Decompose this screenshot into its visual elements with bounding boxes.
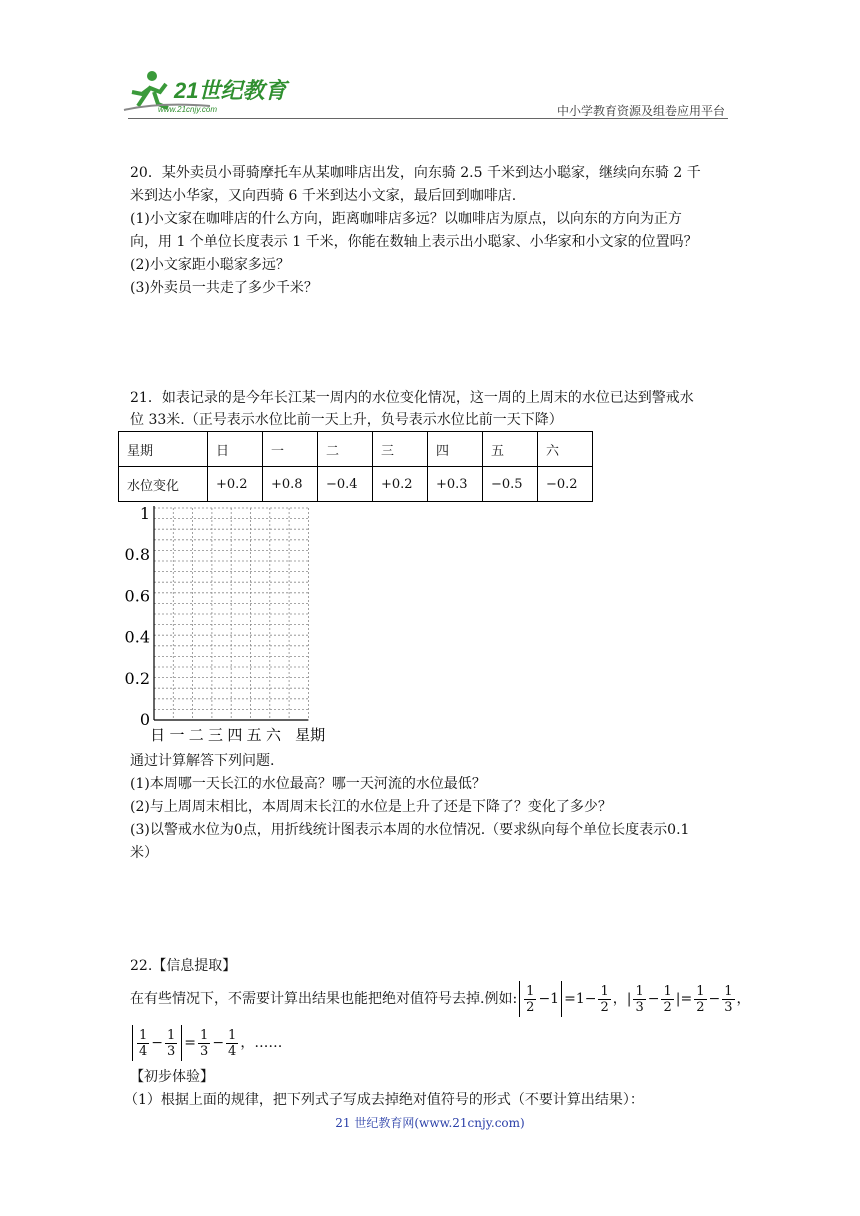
q20-line1: 20．某外卖员小哥骑摩托车从某咖啡店出发，向东骑 2.5 千米到达小聪家，继续向东骑 2 千 [130,165,701,181]
abs-bar [519,981,520,1017]
abs-bar [132,1025,133,1061]
water-level-grid-chart [118,500,358,748]
q21-line2: 位 33米.（正号表示水位比前一天上升，负号表示水位比前一天下降） [130,412,563,428]
y-tick-label: 0.4 [124,627,150,647]
table-cell: 三 [373,432,428,467]
header-divider [128,118,728,119]
q20-line5: (2)小文家距小聪家多远？ [130,257,290,273]
table-cell: +0.2 [373,467,428,502]
q22-example-line1: 在有些情况下，不需要计算出结果也能把绝对值符号去掉.例如: $\frac{1}{2}$ −1 =1− $\frac{1}{2}$ ，| $\frac{1}{3}$ − $\frac{1}{2}$ |= $\frac{1}{2}$ − $\frac{1}{3}$ ， [130,978,751,1020]
table-cell: +0.2 [208,467,263,502]
q20-line4: 向，用 1 个单位长度表示 1 千米，你能在数轴上表示出小聪家、小华家和小文家的位置吗？ [130,234,698,250]
x-tick-label: 一 [169,726,185,744]
fraction: $\frac{1}{2}$ [663,983,672,1015]
site-logo [120,66,290,116]
y-tick-label: 0 [139,710,150,729]
q22-title: 22.【信息提取】 [130,958,237,974]
y-tick-label: 0.6 [124,586,150,606]
logo-text: 21世纪教育 [174,78,287,103]
x-tick-label: 六 [265,726,281,744]
q21-after4: (3)以警戒水位为0点，用折线统计图表示本周的水位情况.（要求纵向每个单位长度表示0.1 [130,822,690,838]
x-tick-label: 三 [208,726,224,744]
y-tick-label: 0.8 [124,545,150,565]
q22-ellipsis: ，…… [240,1035,283,1051]
y-tick-label: 0.2 [124,668,150,688]
fraction: $\frac{1}{3}$ [167,1027,176,1059]
table-cell: −0.4 [318,467,373,502]
table-cell: 一 [263,432,318,467]
fraction: $\frac{1}{3}$ [635,983,644,1015]
q22-task1: （1）根据上面的规律，把下列式子写成去掉绝对值符号的形式（不要计算出结果）： [124,1092,644,1108]
fraction: $\frac{1}{3}$ [200,1027,209,1059]
fraction: $\frac{1}{2}$ [526,983,535,1015]
fraction: $\frac{1}{2}$ [696,983,705,1015]
q21-after2: (1)本周哪一天长江的水位最高？哪一天河流的水位最低？ [130,776,486,792]
table-cell: 二 [318,432,373,467]
y-tick-label: 1 [139,504,150,523]
table-cell: −0.2 [538,467,593,502]
q20-line3: (1)小文家在咖啡店的什么方向，距离咖啡店多远？以咖啡店为原点，以向东的方向为正方 [130,211,682,227]
q22-example-line2: $\frac{1}{4}$ − $\frac{1}{3}$ = $\frac{1}{3}$ − $\frac{1}{4}$ ，…… [130,1022,282,1064]
fraction: $\frac{1}{4}$ [139,1027,148,1059]
q21-after3: (2)与上周周末相比，本周周末长江的水位是上升了还是下降了？变化了多少？ [130,799,612,815]
abs-bar [561,981,562,1017]
table-cell: 四 [428,432,483,467]
fraction: $\frac{1}{4}$ [228,1027,237,1059]
table-cell: 六 [538,432,593,467]
fraction: $\frac{1}{3}$ [724,983,733,1015]
x-tick-label: 四 [227,726,243,744]
table-cell: +0.3 [428,467,483,502]
abs-bar [181,1025,182,1061]
x-tick-label: 日 [150,726,166,744]
q21-after1: 通过计算解答下列问题. [130,753,275,769]
water-level-table [118,431,593,502]
table-cell: 星期 [119,432,208,467]
q22-ex1-eq: =1− [564,991,597,1007]
table-cell: +0.8 [263,467,318,502]
fraction: $\frac{1}{2}$ [600,983,609,1015]
q22-section: 【初步体验】 [130,1069,214,1085]
table-row [119,467,593,502]
x-tick-label: 五 [246,726,262,744]
logo-url: www.21cnjy.com [158,105,217,114]
table-cell: 日 [208,432,263,467]
q21-after5: 米） [130,845,158,861]
table-cell: 五 [483,432,538,467]
q21-line1: 21．如表记录的是今年长江某一周内的水位变化情况，这一周的上周末的水位已达到警戒水 [130,390,694,406]
table-cell: −0.5 [483,467,538,502]
table-header-row [119,432,593,467]
runner-logo-icon [120,66,290,116]
q22-line1-text: 在有些情况下，不需要计算出结果也能把绝对值符号去掉.例如: [130,991,518,1007]
q20-line6: (3)外卖员一共走了多少千米？ [130,280,318,296]
x-axis-label: 星期 [295,726,326,744]
platform-name: 中小学教育资源及组卷应用平台 [556,104,725,118]
table-cell: 水位变化 [119,467,208,502]
footer-text: 21 世纪教育网(www.21cnjy.com) [335,1116,525,1130]
q20-line2: 米到达小华家，又向西骑 6 千米到达小文家，最后回到咖啡店. [130,188,517,204]
x-tick-label: 二 [188,726,204,744]
